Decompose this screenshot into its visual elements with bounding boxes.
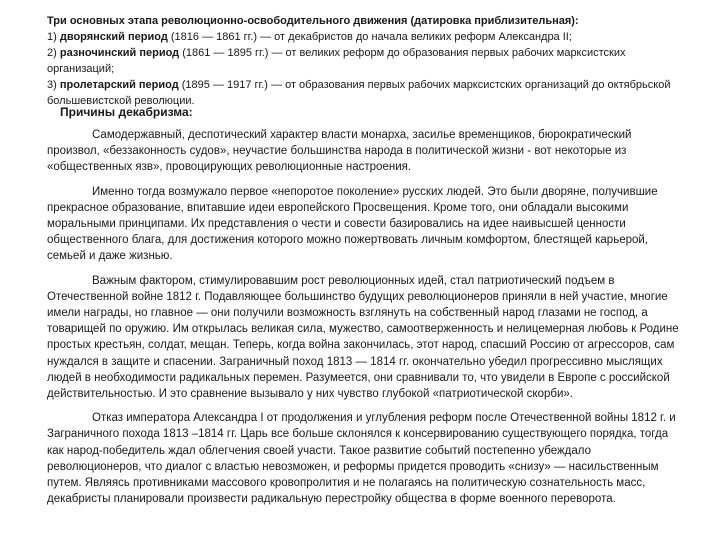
paragraph: Самодержавный, деспотический характер власти монарха, засилье временщиков, бюрократический произвол, «беззаконность судов», неучастие большинства народа в политической жизни - вот некоторые из «общественных язв», провоцирующих революционные настроения. bbox=[47, 129, 632, 174]
stage-dates: (1816 — 1861 гг.) bbox=[170, 31, 258, 43]
stage-item-1 bbox=[47, 29, 675, 45]
stage-name: разночинский период bbox=[59, 47, 180, 59]
paragraph: Отказ императора Александра I от продолжения и углубления реформ после Отечественной войны 1812 г. и Заграничного похода 1813 –1814 гг. Царь все больше склонялся к консервированию существующего порядка, тогда как народ-победитель ждал облегчения своей участи. Такое развитие событий постепенно убеждало революционеров, что диалог с властью невозможен, и реформы придется проводить «снизу» — насильственным путем. Являясь противниками массового кровопролития и не полагаясь на политическую сознательность масс, декабристы планировали произвести радикальную перестройку общества в форме военного переворота. bbox=[47, 412, 676, 506]
stage-item-2 bbox=[47, 45, 675, 77]
stages-block bbox=[47, 13, 675, 109]
section-title: Причины декабризма: bbox=[60, 105, 193, 119]
stage-number: 2) bbox=[47, 47, 57, 59]
stage-number: 1) bbox=[47, 31, 57, 43]
body-text bbox=[47, 127, 687, 515]
stage-desc: — от великих реформ до образования первых рабочих марксистских организаций; bbox=[47, 47, 626, 75]
stages-title: Три основных этапа революционно-освободительного движения (датировка приблизительная): bbox=[47, 15, 579, 27]
paragraph: Именно тогда возмужало первое «непоротое поколение» русских людей. Это были дворяне, получившие прекрасное образование, впитавшие идеи европейского Просвещения. Кроме того, они обладали высокими моральными принципами. Их представления о чести и совести базировались на идее наивысшей ценности общественного блага, для достижения которого можно пожертвовать личным комфортом, блестящей карьерой, семьей и даже жизнью. bbox=[47, 185, 658, 263]
stage-desc: — от образования первых рабочих марксистских организаций до октябрьской большевистской революции. bbox=[47, 79, 671, 107]
paragraph: Важным фактором, стимулировавшим рост революционных идей, стал патриотический подъем в Отечественной войне 1812 г. Подавляющее большинство будущих революционеров приняли в ней участие, многие имели награды, но главное — они получили возможность взглянуть на собственный народ глазами не господ, а товарищей по оружию. Им открылась великая сила, мужество, самоотверженность и нелицемерная любовь к Родине простых крестьян, солдат, мещан. Теперь, когда война закончилась, этот народ, спасший Россию от агрессоров, сам нуждался в защите и спасении. Заграничный поход 1813 — 1814 гг. окончательно убедил прогрессивно мыслящих людей в необходимости радикальных перемен. Разумеется, они сравнивали то, что увидели в Европе с российской действительностью. И это сравнение вызывало у них чувство глубокой «патриотической скорби». bbox=[47, 274, 679, 401]
stage-name: дворянский период bbox=[59, 31, 168, 43]
stage-desc: — от декабристов до начала великих реформ Александра II; bbox=[257, 31, 572, 43]
stage-dates: (1861 — 1895 гг.) bbox=[182, 47, 269, 59]
stage-number: 3) bbox=[47, 79, 57, 91]
stage-name: пролетарский период bbox=[59, 79, 179, 91]
stage-dates: (1895 — 1917 гг.) bbox=[181, 79, 268, 91]
